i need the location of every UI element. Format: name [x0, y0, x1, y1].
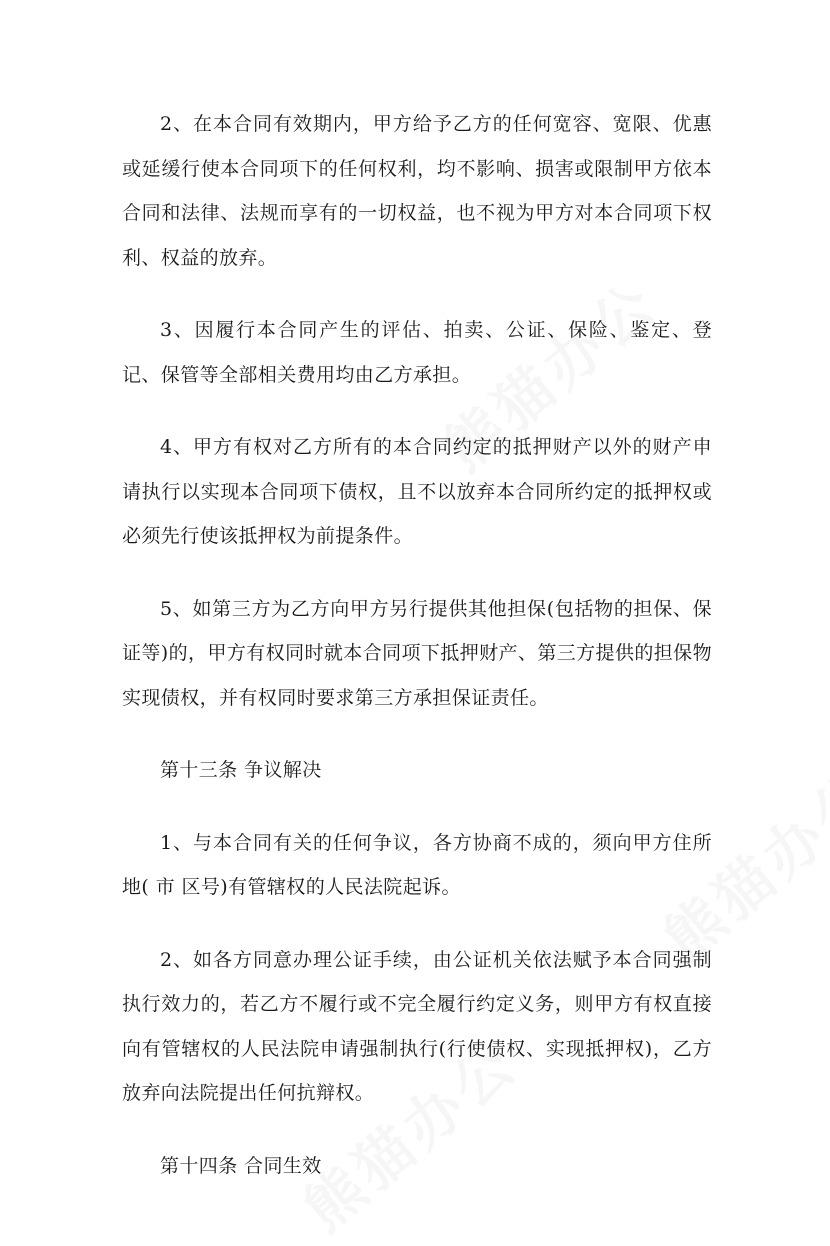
section-13-clause-2: 2、如各方同意办理公证手续，由公证机关依法赋予本合同强制执行效力的，若乙方不履行或不完全履行约定义务，则甲方有权直接向有管辖权的人民法院申请强制执行(行使债权、实现抵押权)，乙方放弃向法院提出任何抗辩权。 [122, 948, 712, 1104]
clause-2-paragraph: 2、在本合同有效期内，甲方给予乙方的任何宽容、宽限、优惠或延缓行使本合同项下的任何权利，均不影响、损害或限制甲方依本合同和法律、法规而享有的一切权益，也不视为甲方对本合同项下权利、权益的放弃。 [122, 113, 712, 269]
clause-4-paragraph: 4、甲方有权对乙方所有的本合同约定的抵押财产以外的财产申请执行以实现本合同项下债权，且不以放弃本合同所约定的抵押权或必须先行使该抵押权为前提条件。 [122, 436, 712, 547]
document-body [122, 102, 712, 1216]
clause-3-paragraph: 3、因履行本合同产生的评估、拍卖、公证、保险、鉴定、登记、保管等全部相关费用均由乙方承担。 [122, 319, 712, 386]
section-14-title: 第十四条 合同生效 [160, 1154, 322, 1177]
section-13-clause-1: 1、与本合同有关的任何争议，各方协商不成的，须向甲方住所地( 市 区号)有管辖权的人民法院起诉。 [122, 831, 712, 898]
clause-5-paragraph: 5、如第三方为乙方向甲方另行提供其他担保(包括物的担保、保证等)的，甲方有权同时就本合同项下抵押财产、第三方提供的担保物实现债权，并有权同时要求第三方承担保证责任。 [122, 597, 712, 709]
section-13-title: 第十三条 争议解决 [160, 759, 322, 781]
